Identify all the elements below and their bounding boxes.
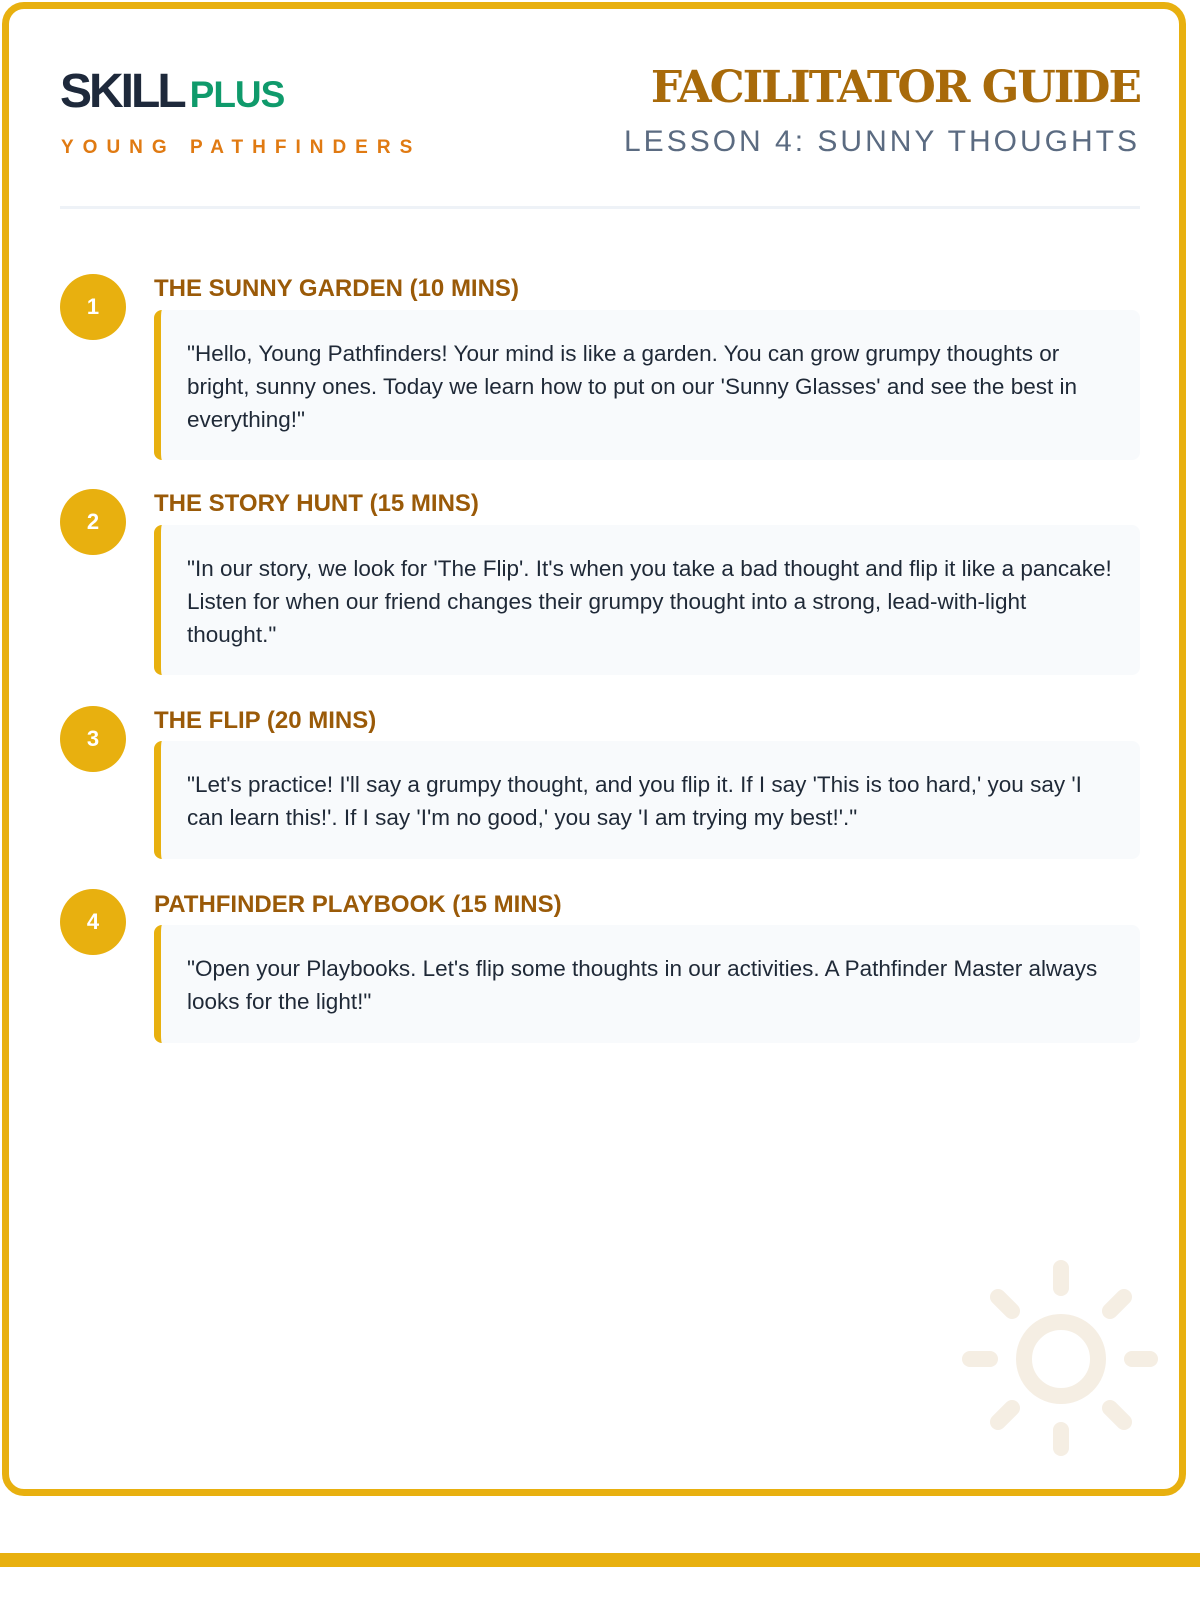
- logo-plus-text: PLUS: [189, 74, 285, 115]
- header-divider: [60, 206, 1140, 209]
- step-title: THE SUNNY GARDEN (10 MINS): [154, 275, 519, 302]
- step-title: THE FLIP (20 MINS): [154, 707, 377, 734]
- step-script-box: [154, 310, 1140, 460]
- step-title: THE STORY HUNT (15 MINS): [154, 490, 479, 517]
- step-script-box: [154, 741, 1140, 859]
- guide-title: FACILITATOR GUIDE: [650, 62, 1140, 113]
- step-script-text: "Let's practice! I'll say a grumpy thought, and you flip it. If I say 'This is too hard,' you say 'I can learn this!'. If I say 'I'm no good,' you say 'I am trying my best!'.": [187, 772, 1082, 830]
- step-title: PATHFINDER PLAYBOOK (15 MINS): [154, 891, 562, 918]
- lesson-title: LESSON 4: SUNNY THOUGHTS: [624, 125, 1140, 158]
- step-script-box: [154, 525, 1140, 675]
- step-number-badge: 3: [60, 706, 126, 772]
- program-tagline: YOUNG PATHFINDERS: [61, 137, 422, 158]
- step-script-box: [154, 925, 1140, 1043]
- skillplus-logo: [60, 64, 284, 119]
- step-script-text: "In our story, we look for 'The Flip'. It's when you take a bad thought and flip it like a pancake! Listen for when our friend changes their grumpy thought into a strong, lead-with-light thought.": [187, 556, 1112, 647]
- step-number-badge: 1: [60, 274, 126, 340]
- sun-icon: [958, 1258, 1158, 1458]
- step-script-text: "Open your Playbooks. Let's flip some thoughts in our activities. A Pathfinder Master always looks for the light!": [187, 956, 1098, 1014]
- step-script-text: "Hello, Young Pathfinders! Your mind is like a garden. You can grow grumpy thoughts or bright, sunny ones. Today we learn how to put on our 'Sunny Glasses' and see the best in everything!": [187, 341, 1077, 432]
- step-number-badge: 4: [60, 889, 126, 955]
- logo-skill-text: SKILL: [60, 65, 184, 118]
- step-number-badge: 2: [60, 489, 126, 555]
- footer-stripe: [0, 1553, 1200, 1567]
